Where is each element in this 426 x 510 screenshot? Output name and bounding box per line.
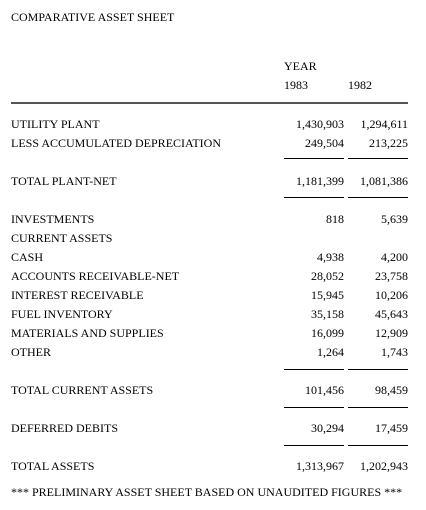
document-title: COMPARATIVE ASSET SHEET xyxy=(11,10,175,24)
value-1982: 17,459 xyxy=(375,421,408,435)
value-1983: 818 xyxy=(326,212,344,226)
value-1983: 28,052 xyxy=(311,269,344,283)
value-1982: 1,081,386 xyxy=(360,174,408,188)
row-label: ACCOUNTS RECEIVABLE-NET xyxy=(11,269,180,283)
subtotal-rule-1982 xyxy=(348,158,408,159)
value-1982: 5,639 xyxy=(381,212,408,226)
subtotal-rule-1983 xyxy=(284,407,344,408)
row-label: DEFERRED DEBITS xyxy=(11,421,119,435)
value-1983: 1,313,967 xyxy=(296,459,344,473)
row-label: LESS ACCUMULATED DEPRECIATION xyxy=(11,136,222,150)
value-1982: 213,225 xyxy=(369,136,408,150)
value-1982: 1,202,943 xyxy=(360,459,408,473)
value-1983: 4,938 xyxy=(317,250,344,264)
header-rule xyxy=(11,102,408,104)
row-label: TOTAL ASSETS xyxy=(11,459,95,473)
value-1982: 10,206 xyxy=(375,288,408,302)
value-1983: 30,294 xyxy=(311,421,344,435)
column-header-1983: 1983 xyxy=(284,78,308,92)
value-1982: 98,459 xyxy=(375,383,408,397)
column-header-1982: 1982 xyxy=(348,78,372,92)
value-1982: 23,758 xyxy=(375,269,408,283)
row-label: TOTAL PLANT-NET xyxy=(11,174,117,188)
row-label: UTILITY PLANT xyxy=(11,117,100,131)
row-label: MATERIALS AND SUPPLIES xyxy=(11,326,164,340)
subtotal-rule-1982 xyxy=(348,369,408,370)
row-label: INVESTMENTS xyxy=(11,212,95,226)
value-1983: 1,430,903 xyxy=(296,117,344,131)
row-label: OTHER xyxy=(11,345,51,359)
row-label: TOTAL CURRENT ASSETS xyxy=(11,383,154,397)
subtotal-rule-1982 xyxy=(348,445,408,446)
row-label: FUEL INVENTORY xyxy=(11,307,113,321)
value-1983: 101,456 xyxy=(305,383,344,397)
subtotal-rule-1983 xyxy=(284,158,344,159)
value-1982: 1,294,611 xyxy=(360,117,408,131)
subtotal-rule-1983 xyxy=(284,197,344,198)
value-1983: 16,099 xyxy=(311,326,344,340)
value-1982: 1,743 xyxy=(381,345,408,359)
value-1983: 249,504 xyxy=(305,136,344,150)
value-1982: 45,643 xyxy=(375,307,408,321)
value-1983: 15,945 xyxy=(311,288,344,302)
section-heading-current-assets: CURRENT ASSETS xyxy=(11,231,113,245)
value-1982: 4,200 xyxy=(381,250,408,264)
subtotal-rule-1983 xyxy=(284,369,344,370)
subtotal-rule-1982 xyxy=(348,197,408,198)
year-label: YEAR xyxy=(284,59,317,73)
subtotal-rule-1982 xyxy=(348,407,408,408)
value-1983: 1,181,399 xyxy=(296,174,344,188)
row-label: CASH xyxy=(11,250,44,264)
value-1983: 1,264 xyxy=(317,345,344,359)
footer-note: *** PRELIMINARY ASSET SHEET BASED ON UNAUDITED FIGURES *** xyxy=(11,485,403,499)
value-1983: 35,158 xyxy=(311,307,344,321)
value-1982: 12,909 xyxy=(375,326,408,340)
row-label: INTEREST RECEIVABLE xyxy=(11,288,144,302)
subtotal-rule-1983 xyxy=(284,445,344,446)
